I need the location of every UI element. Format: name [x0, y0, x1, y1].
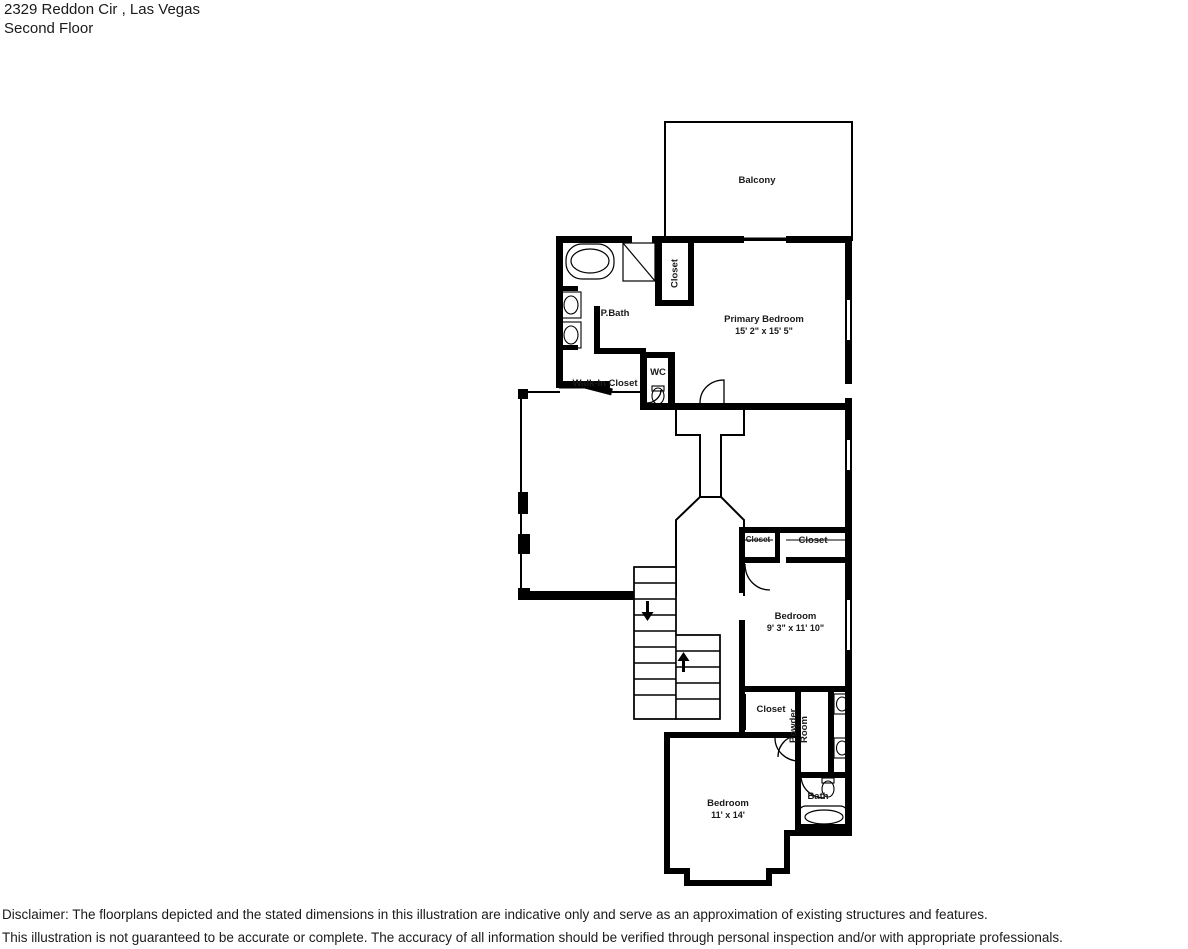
bedroom-2-name: Bedroom: [774, 611, 817, 622]
bedroom-3-name: Bedroom: [707, 798, 749, 809]
hall-thick-walls: [518, 389, 636, 600]
property-address: 2329 Reddon Cir , Las Vegas: [4, 1, 200, 18]
room-label-bedroom-2: [739, 611, 852, 633]
room-label-walk-in-closet: Walk-In Closet: [572, 378, 638, 389]
room-label-bedroom-3: [672, 798, 784, 820]
room-label-wc: WC: [650, 367, 666, 378]
hall-outline: [521, 392, 634, 597]
bedroom-2-dim: 9' 3" x 11' 10": [766, 623, 825, 633]
primary-bedroom-dim: 15' 2" x 15' 5": [735, 326, 793, 336]
floor-label: Second Floor: [4, 20, 94, 37]
disclaimer-line-1: Disclaimer: The floorplans depicted and the stated dimensions in this illustration are indicative only and serve as an approximation of existing structures and features.: [2, 907, 988, 922]
room-label-primary-bedroom: [704, 314, 824, 336]
sink-primary-upper: [561, 292, 581, 318]
stairwell-outline: [676, 410, 744, 596]
bedroom-3-dim: 11' x 14': [711, 810, 745, 820]
sink-primary-lower: [561, 322, 581, 348]
room-label-closet-small: Closet: [745, 535, 771, 544]
room-label-powder-room: Powder Room: [788, 708, 810, 743]
primary-bedroom-name: Primary Bedroom: [724, 314, 804, 325]
room-label-closet-primary: Closet: [669, 258, 681, 289]
shower-primary: [623, 243, 655, 281]
disclaimer-line-2: This illustration is not guaranteed to be accurate or complete. The accuracy of all information should be verified through personal inspection and/or with appropriate professionals.: [2, 930, 1063, 945]
toilet-wc: [652, 386, 664, 404]
bathtub-primary: [566, 244, 614, 279]
room-label-balcony: Balcony: [738, 175, 776, 186]
room-label-p-bath: P.Bath: [600, 308, 630, 319]
room-label-bath: Bath: [807, 791, 829, 802]
room-label-closet-bed2: Closet: [798, 535, 828, 546]
disclaimer: [2, 903, 1186, 949]
room-label-closet-hall: Closet: [756, 704, 786, 715]
